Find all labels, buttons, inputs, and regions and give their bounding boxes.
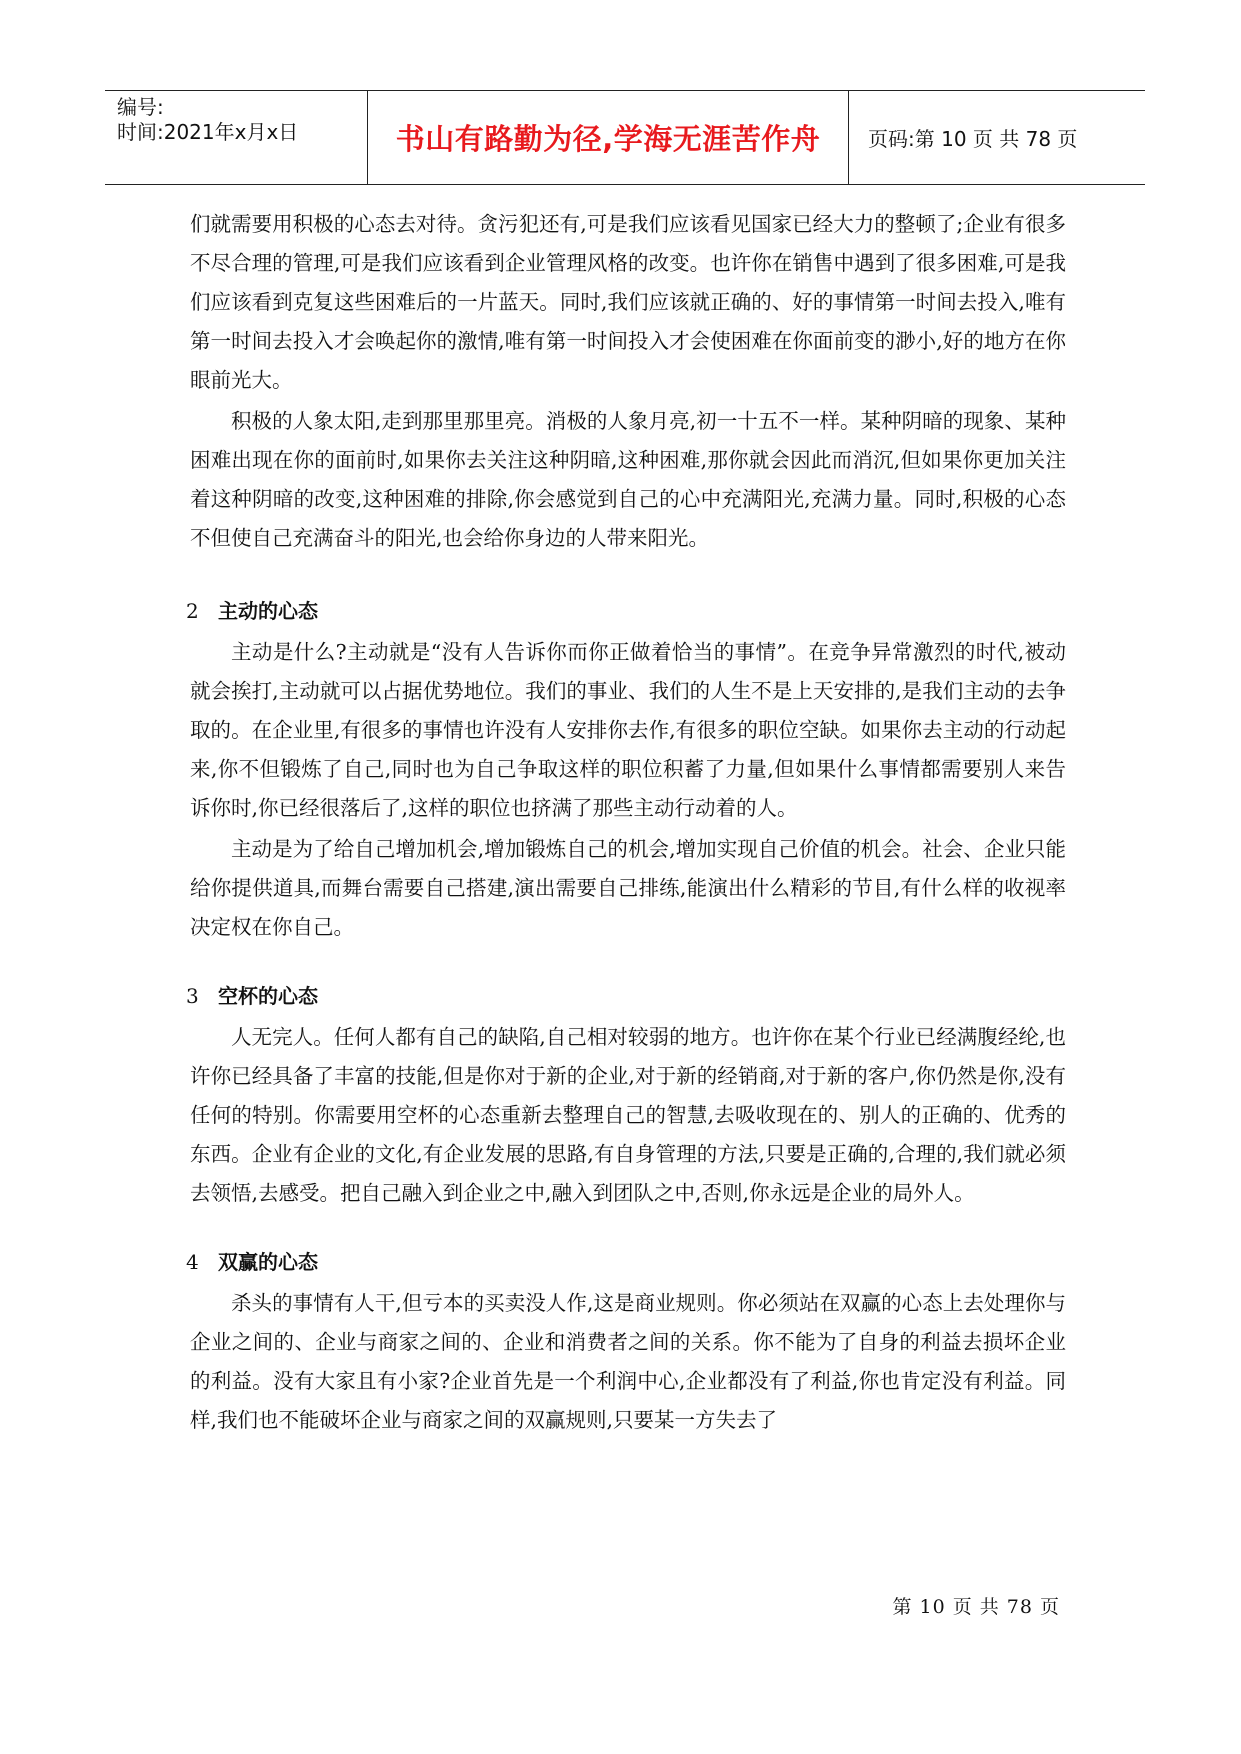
paragraph: 积极的人象太阳,走到那里那里亮。消极的人象月亮,初一十五不一样。某种阴暗的现象、某种困难出现在你的面前时,如果你去关注这种阴暗,这种困难,那你就会因此而消沉,但如果你更加关注着这种阴暗的改变,这种困难的排除,你会感觉到自己的心中充满阳光,充满力量。同时,积极的心态不但使自己充满奋斗的阳光,也会给你身边的人带来阳光。 xyxy=(190,409,1066,550)
section-title: 主动的心态 xyxy=(218,599,318,623)
section-number: 3 xyxy=(186,984,199,1008)
section-title: 双赢的心态 xyxy=(218,1250,318,1274)
header-page-cell xyxy=(850,91,1145,184)
header-motto-cell xyxy=(368,91,849,184)
section-title: 空杯的心态 xyxy=(218,984,318,1008)
section-heading xyxy=(186,1243,1066,1282)
document-number-label: 编号: xyxy=(117,95,164,119)
section-number: 4 xyxy=(186,1250,199,1274)
paragraph: 人无完人。任何人都有自己的缺陷,自己相对较弱的地方。也许你在某个行业已经满腹经纶,也许你已经具备了丰富的技能,但是你对于新的企业,对于新的经销商,对于新的客户,你仍然是你,没有任何的特别。你需要用空杯的心态重新去整理自己的智慧,去吸收现在的、别人的正确的、优秀的东西。企业有企业的文化,有企业发展的思路,有自身管理的方法,只要是正确的,合理的,我们就必须去领悟,去感受。把自己融入到企业之中,融入到团队之中,否则,你永远是企业的局外人。 xyxy=(190,1025,1066,1205)
header-info-cell xyxy=(105,91,368,184)
paragraph: 们就需要用积极的心态去对待。贪污犯还有,可是我们应该看见国家已经大力的整顿了;企业有很多不尽合理的管理,可是我们应该看到企业管理风格的改变。也许你在销售中遇到了很多困难,可是我们应该看到克复这些困难后的一片蓝天。同时,我们应该就正确的、好的事情第一时间去投入,唯有第一时间去投入才会唤起你的激情,唯有第一时间投入才会使困难在你面前变的渺小,好的地方在你眼前光大。 xyxy=(190,212,1066,392)
document-time-label: 时间:2021年x月x日 xyxy=(117,120,299,144)
section-heading xyxy=(186,977,1066,1016)
paragraph: 杀头的事情有人干,但亏本的买卖没人作,这是商业规则。你必须站在双赢的心态上去处理你与企业之间的、企业与商家之间的、企业和消费者之间的关系。你不能为了自身的利益去损坏企业的利益。没有大家且有小家?企业首先是一个利润中心,企业都没有了利益,你也肯定没有利益。同样,我们也不能破坏企业与商家之间的双赢规则,只要某一方失去了 xyxy=(190,1291,1066,1432)
header-page-code: 页码:第 10 页 共 78 页 xyxy=(868,127,1078,151)
document-body xyxy=(186,205,1066,1442)
paragraph: 主动是什么?主动就是“没有人告诉你而你正做着恰当的事情”。在竞争异常激烈的时代,被动就会挨打,主动就可以占据优势地位。我们的事业、我们的人生不是上天安排的,是我们主动的去争取的。在企业里,有很多的事情也许没有人安排你去作,有很多的职位空缺。如果你去主动的行动起来,你不但锻炼了自己,同时也为自己争取这样的职位积蓄了力量,但如果什么事情都需要别人来告诉你时,你已经很落后了,这样的职位也挤满了那些主动行动着的人。 xyxy=(190,640,1066,820)
paragraph: 主动是为了给自己增加机会,增加锻炼自己的机会,增加实现自己价值的机会。社会、企业只能给你提供道具,而舞台需要自己搭建,演出需要自己排练,能演出什么精彩的节目,有什么样的收视率决定权在你自己。 xyxy=(190,837,1066,939)
section-number: 2 xyxy=(186,599,199,623)
page-footer: 第 10 页 共 78 页 xyxy=(892,1596,1060,1618)
header-motto: 书山有路勤为径,学海无涯苦作舟 xyxy=(395,122,821,156)
section-heading xyxy=(186,592,1066,631)
page-header xyxy=(105,90,1145,185)
